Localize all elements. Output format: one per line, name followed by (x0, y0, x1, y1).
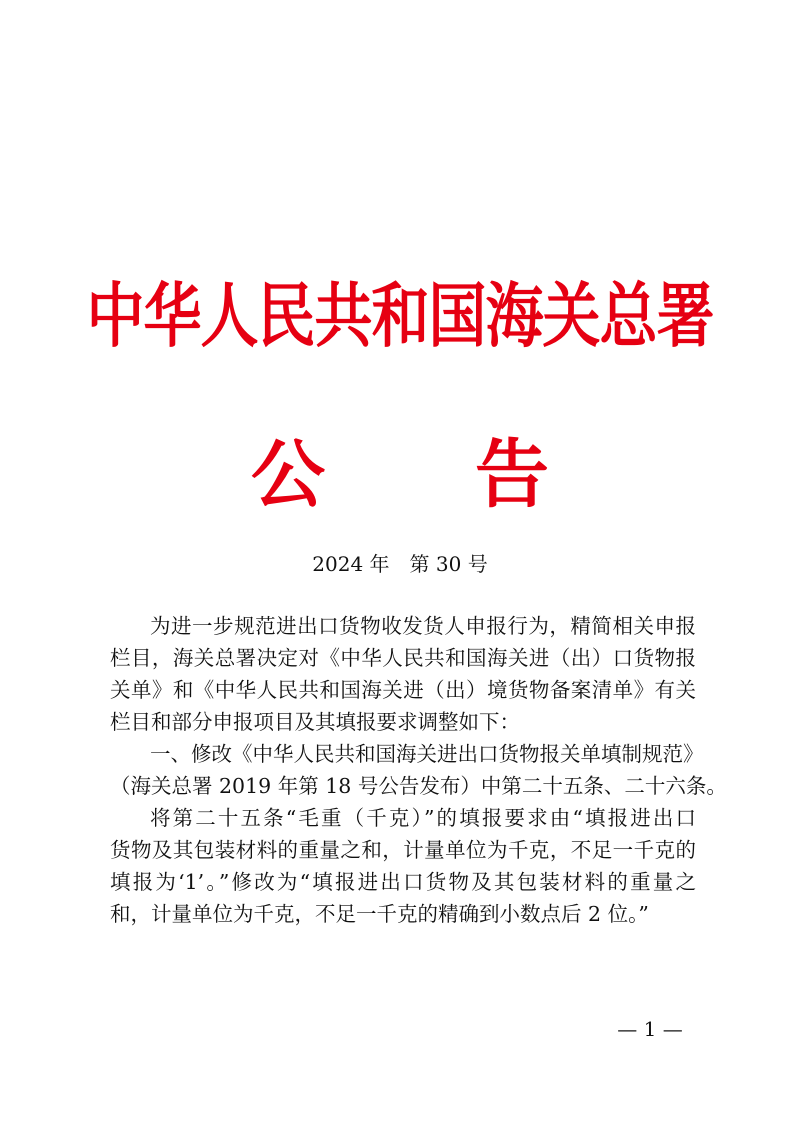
announcement-body (110, 610, 727, 930)
body-line: 栏目，海关总署决定对《中华人民共和国海关进（出）口货物报 (110, 646, 696, 670)
body-line: 将第二十五条“毛重（千克）”的填报要求由“填报进出口 (150, 806, 696, 830)
body-line: 和，计量单位为千克，不足一千克的精确到小数点后 2 位。” (110, 902, 649, 926)
document-type-char-1: 公 (251, 432, 325, 518)
body-line: 一、修改《中华人民共和国海关进出口货物报关单填制规范》 (150, 742, 704, 766)
body-line: （海关总署 2019 年第 18 号公告发布）中第二十五条、二十六条。 (110, 774, 727, 798)
document-number: 2024 年 第 30 号 (312, 552, 488, 576)
body-line: 货物及其包装材料的重量之和，计量单位为千克，不足一千克的 (110, 838, 696, 862)
document-type-char-2: 告 (475, 432, 549, 518)
document-type-title (0, 430, 800, 520)
body-line: 为进一步规范进出口货物收发货人申报行为，精简相关申报 (150, 614, 696, 638)
body-line: 栏目和部分申报项目及其填报要求调整如下： (110, 710, 520, 734)
page-number: — 1 — (617, 1017, 683, 1041)
body-line: 关单》和《中华人民共和国海关进（出）境货物备案清单》有关 (110, 678, 696, 702)
agency-masthead: 中华人民共和国海关总署 (86, 275, 714, 357)
body-line: 填报为‘1’。”修改为“填报进出口货物及其包装材料的重量之 (110, 870, 696, 894)
